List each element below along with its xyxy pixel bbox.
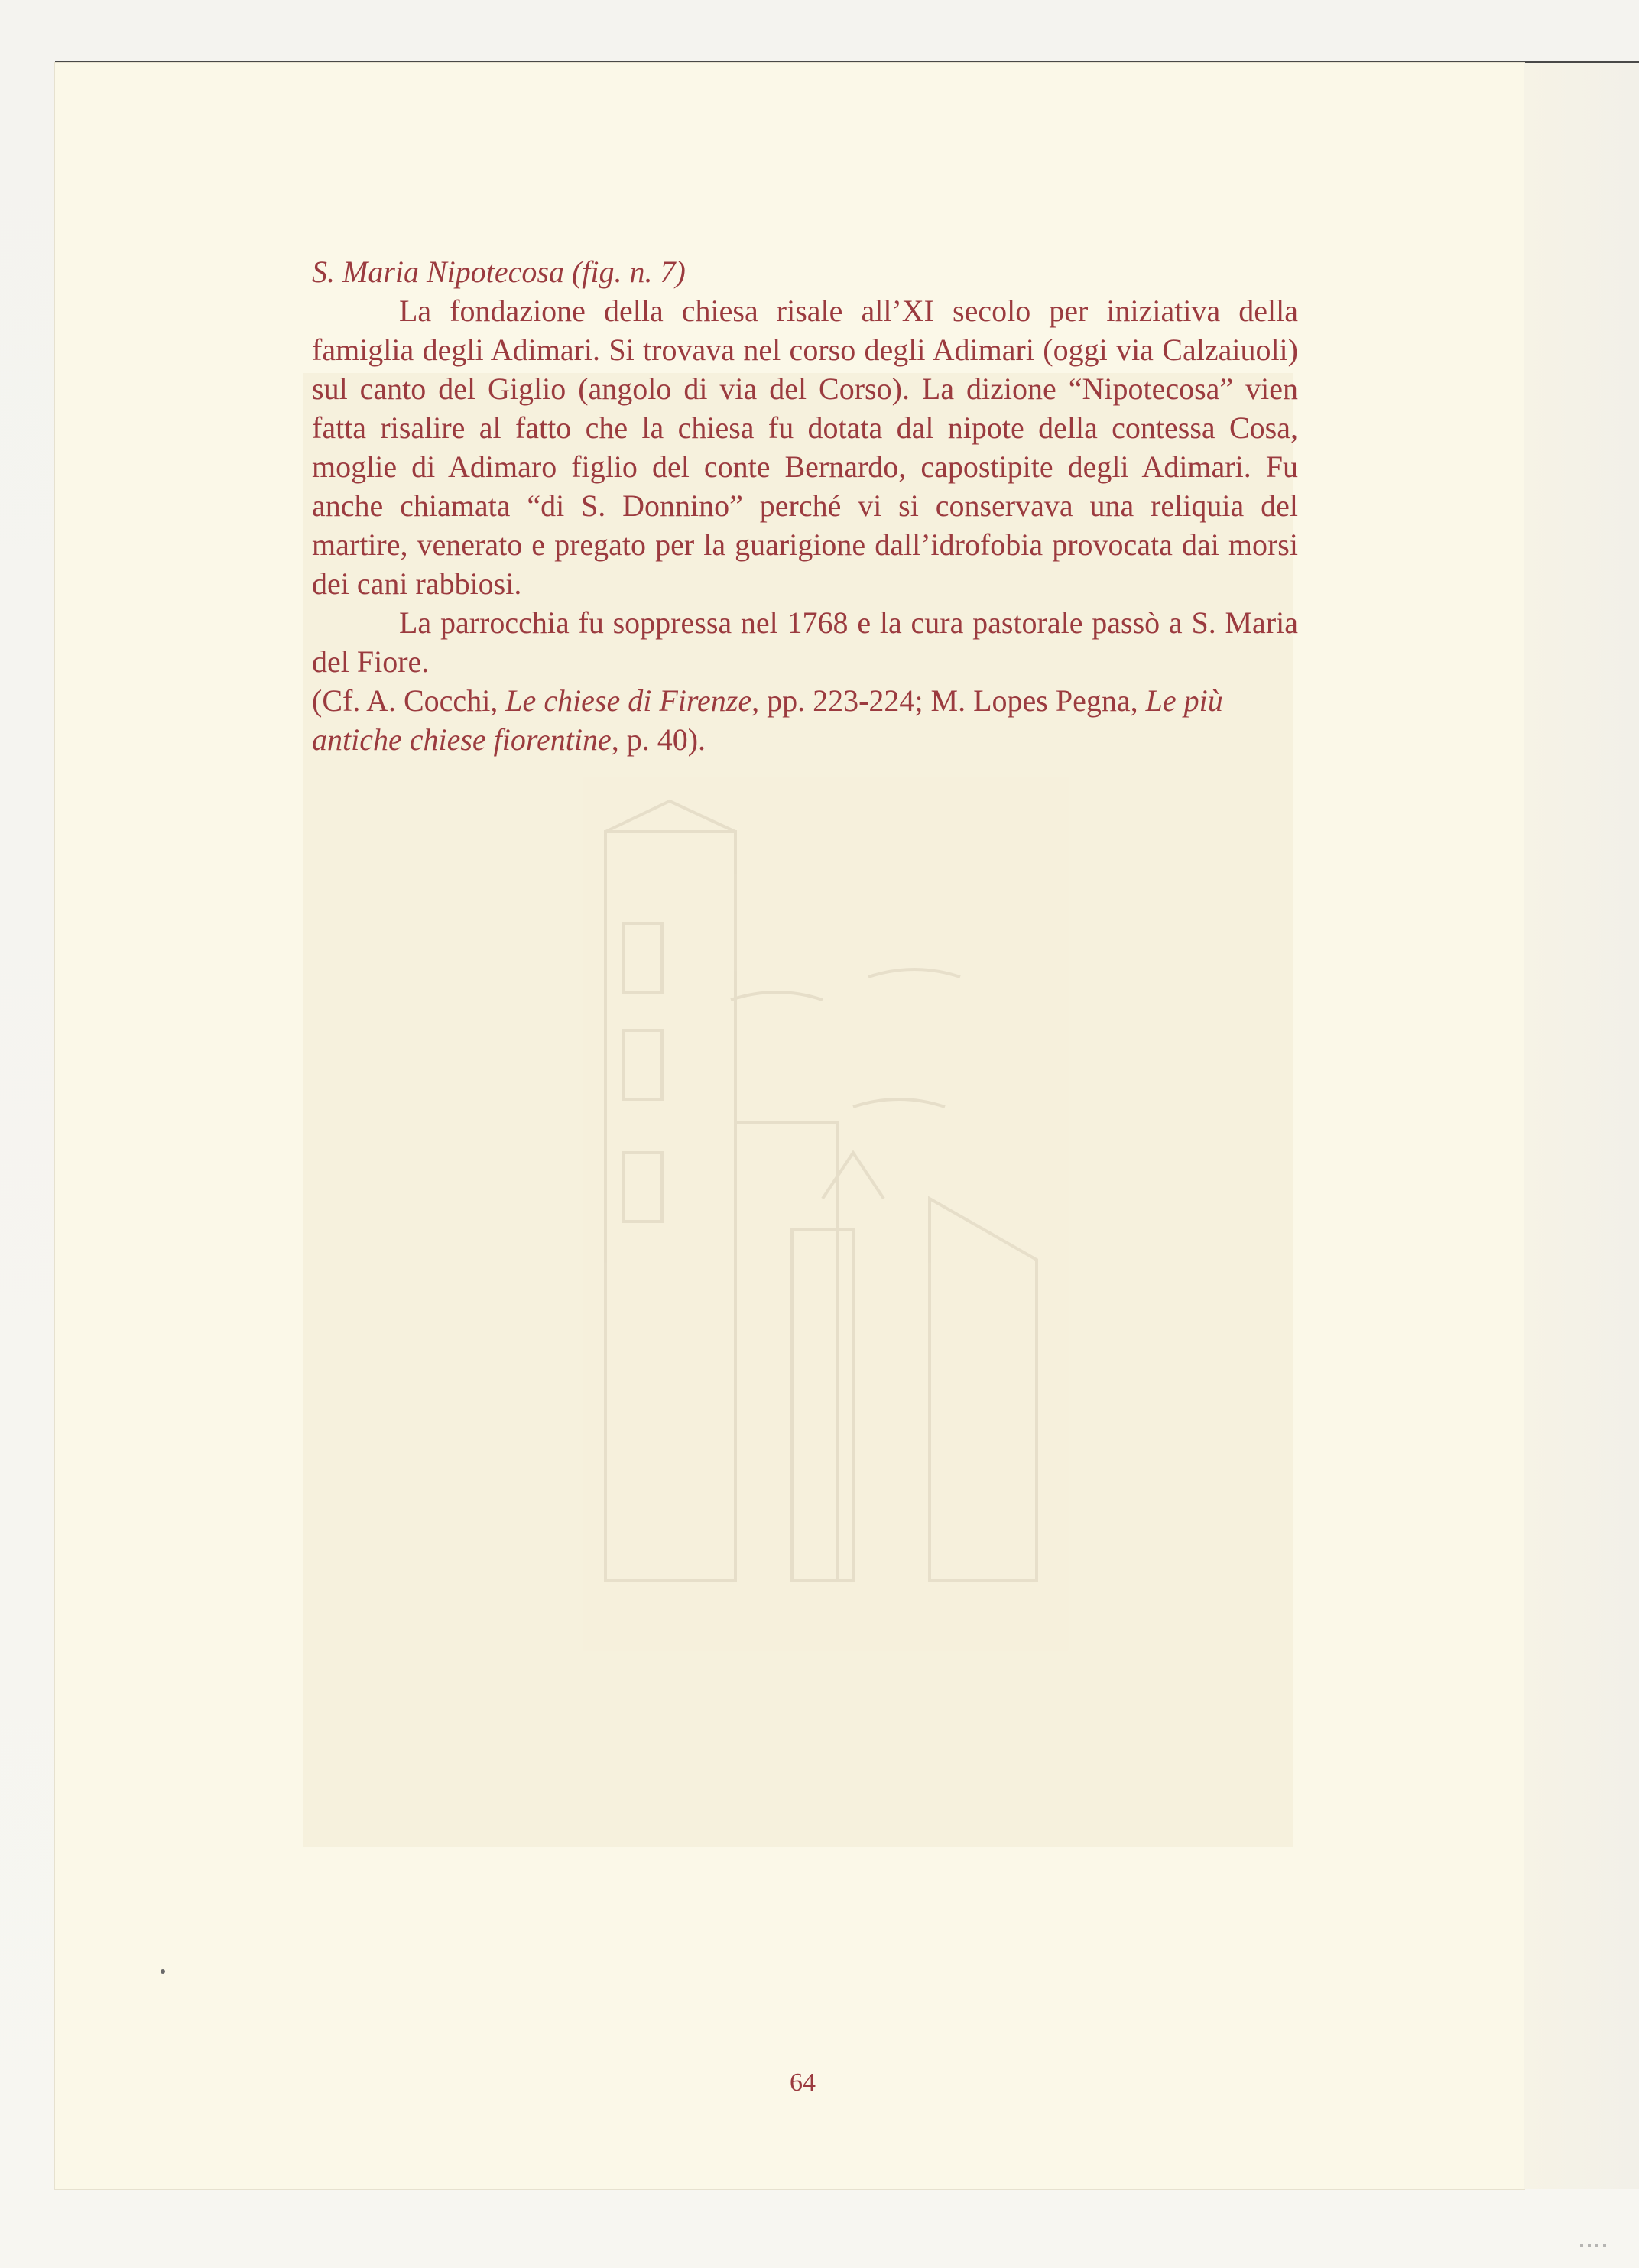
- citation-title-2: Le più antiche chiese fiorentine: [312, 683, 1223, 757]
- text-block: [312, 252, 1298, 759]
- citation-suffix: , p. 40).: [611, 722, 706, 757]
- paragraph-suppression: La parrocchia fu soppressa nel 1768 e la cura pastorale passò a S. Maria del Fiore.: [312, 605, 1298, 679]
- scan-speck-dot: [161, 1969, 165, 1974]
- citation: [312, 681, 1298, 759]
- section-heading: S. Maria Nipotecosa (fig. n. 7): [312, 255, 686, 289]
- citation-title-1: Le chiese di Firenze: [505, 683, 752, 718]
- page-right-edge: [1524, 63, 1639, 2189]
- citation-middle: , pp. 223-224; M. Lopes Pegna,: [751, 683, 1146, 718]
- citation-prefix: (Cf. A. Cocchi,: [312, 683, 506, 718]
- paragraph-foundation: La fondazione della chiesa risale all’XI secolo per iniziativa della famiglia degli Adimari. Si trovava nel corso degli Adimari (oggi via Calzaiuoli) sul canto del Giglio (angolo di via del Corso). La dizione “Nipotecosa” vien fatta risalire al fatto che la chiesa fu dotata dal nipote della contessa Cosa, moglie di Adimaro figlio del conte Bernardo, capostipite degli Adimari. Fu anche chiamata “di S. Donnino” perché vi si conservava una reliquia del martire, venerato e pregato per la guarigione dall’idrofobia provocata dai morsi dei cani rabbiosi.: [312, 294, 1298, 601]
- scan-speck-dashes: [1580, 2244, 1606, 2247]
- page-number: 64: [790, 2068, 816, 2097]
